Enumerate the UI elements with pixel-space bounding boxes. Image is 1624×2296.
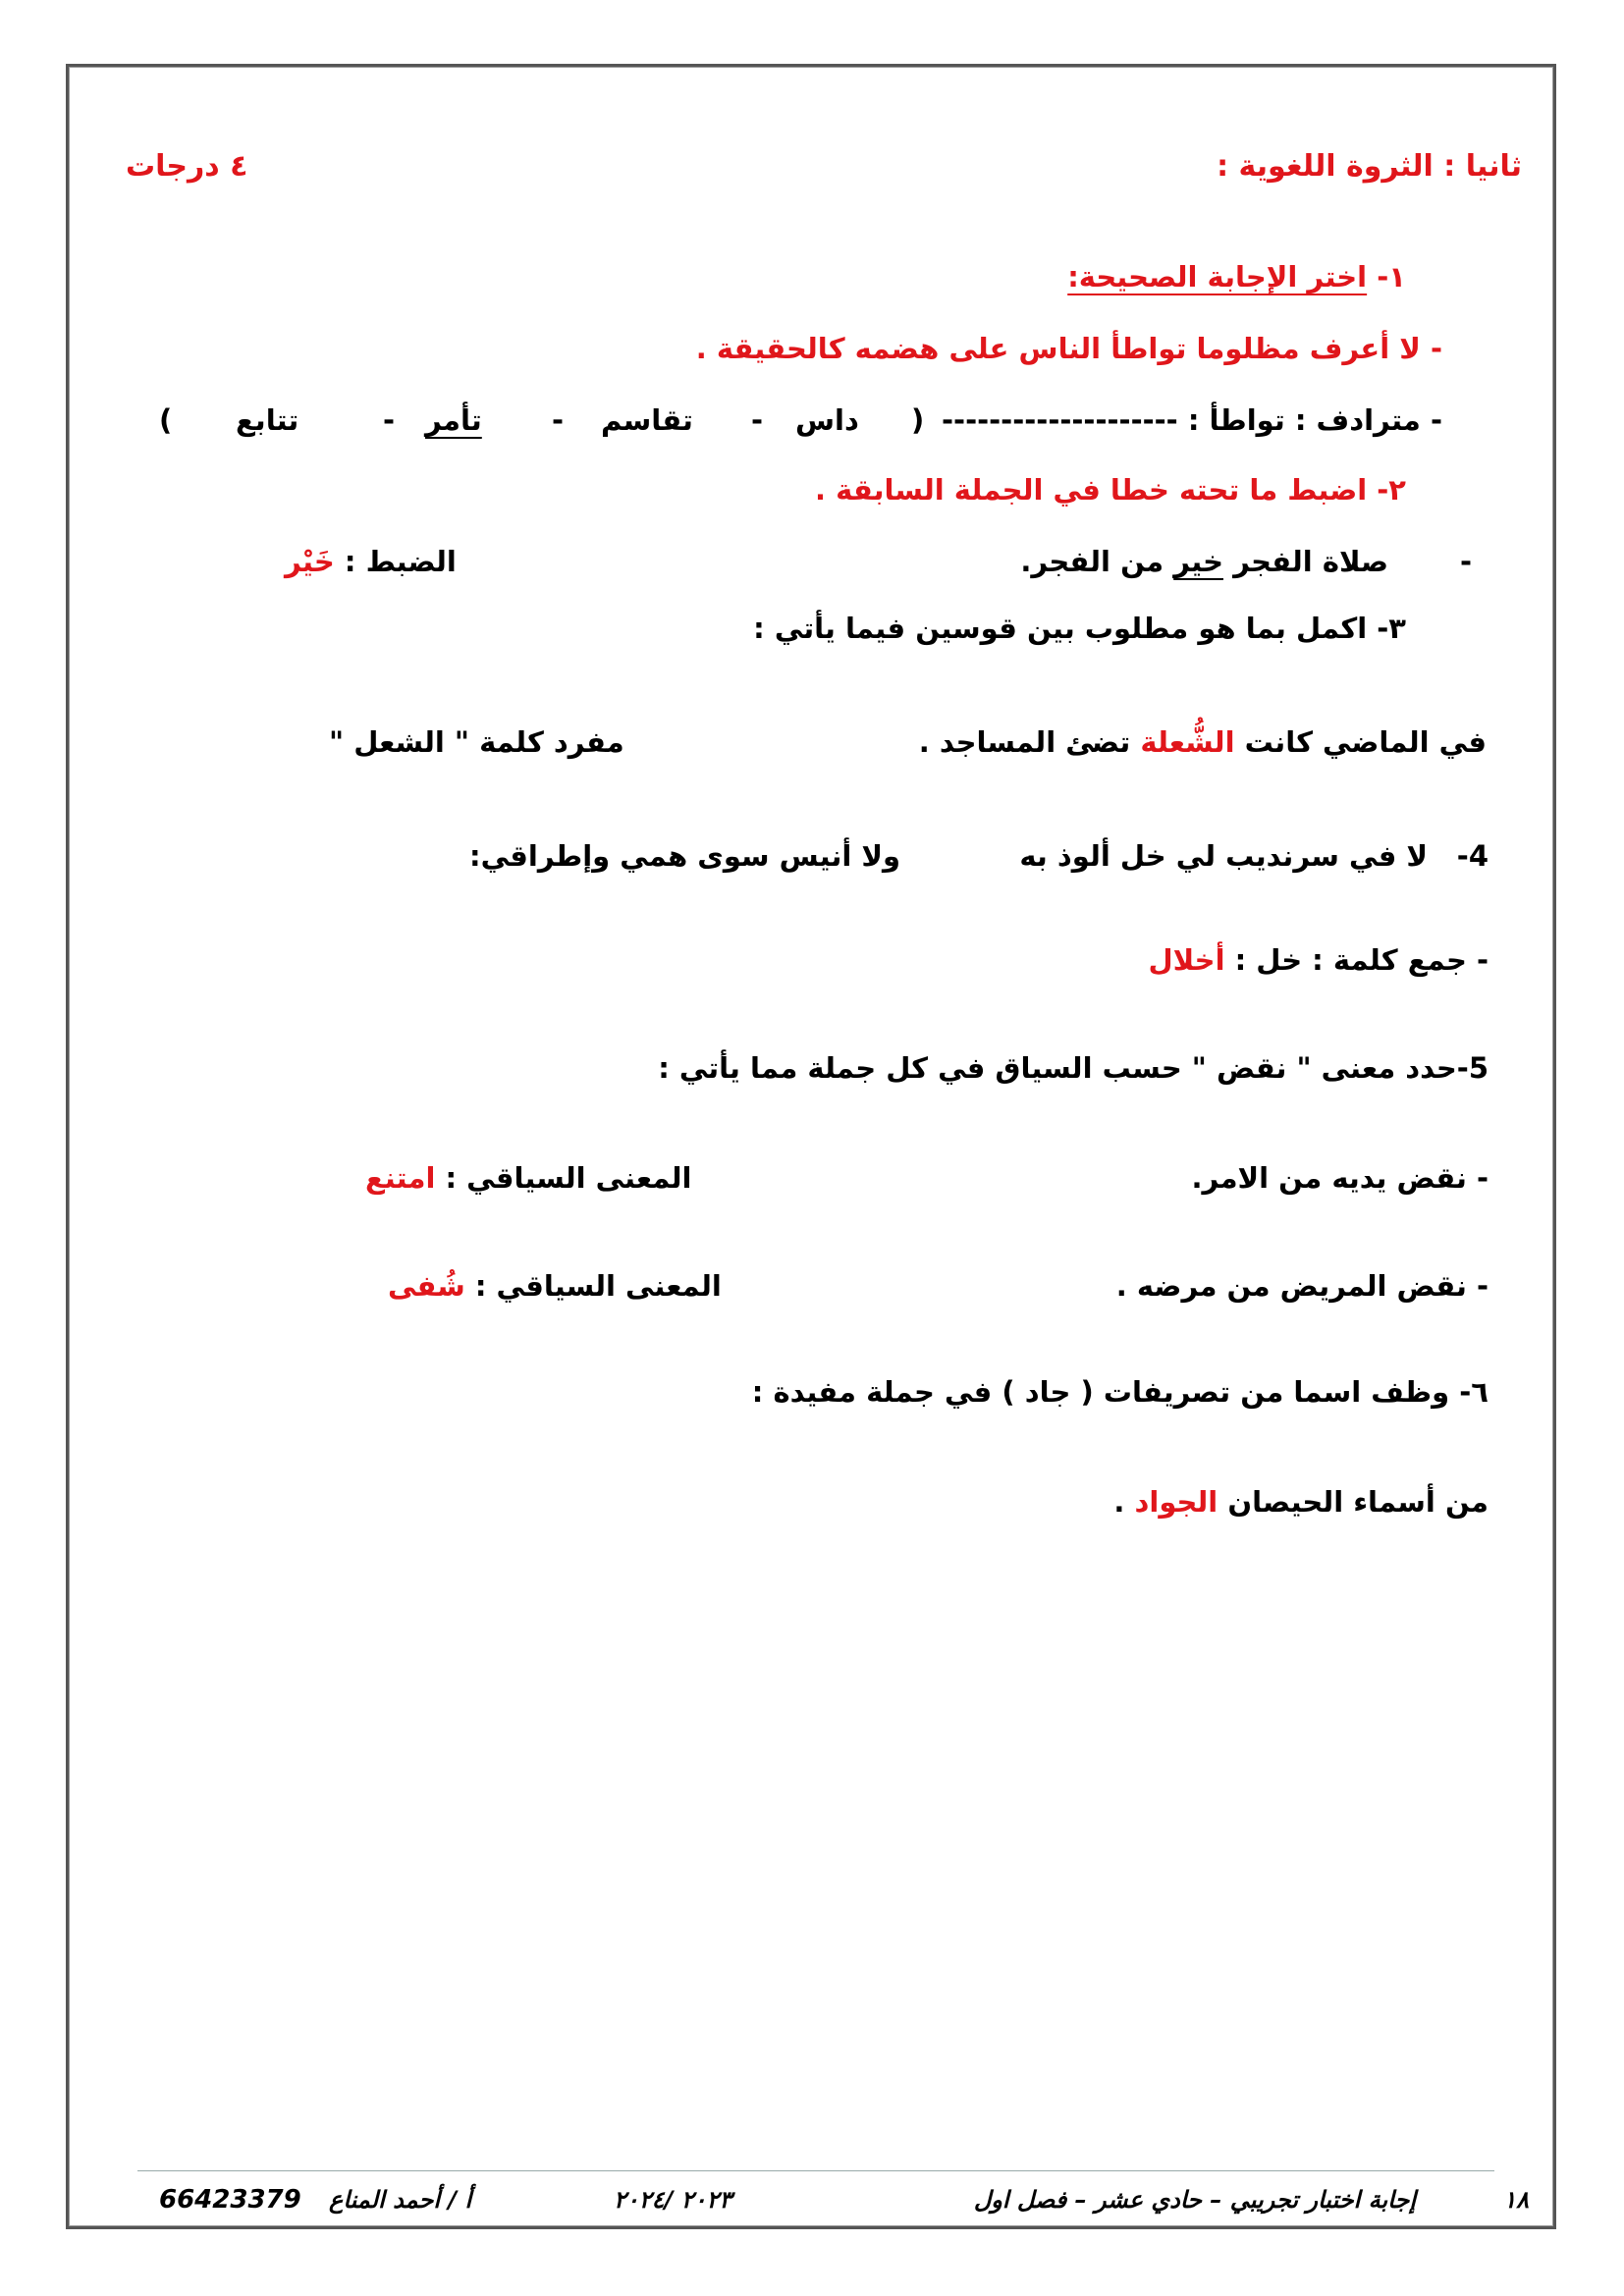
q4-verse-first: لا في سرنديب لي خل ألوذ به [1019,839,1428,873]
page-border [66,64,1556,2229]
footer-page-number: ١٨ [1503,2186,1529,2214]
q6-heading [752,1372,1489,1412]
q1-number: ١- [1377,260,1406,294]
section-title-text: ثانيا : الثروة اللغوية : [1217,149,1522,184]
q1-sep-1: - [751,403,764,437]
q1-open-paren: ( [911,403,925,437]
q1-option-1: داس [795,403,859,437]
q4-answer-value: أخلال [1148,943,1225,977]
q2-sentence: صلاة الفجر خير من الفجر. [1020,545,1388,578]
q1-heading-text: اختر الإجابة الصحيحة: [1067,260,1368,294]
q1-heading [1067,257,1406,296]
q2-heading-text: ٢- اضبط ما تحته خطا في الجملة السابقة . [815,473,1406,507]
q2-underlined-word: خير [1173,545,1223,578]
footer-year: ٢٠٢٣ /٢٠٢٤ [614,2186,732,2214]
q5-item-2-answer: شُفى [388,1269,465,1303]
q1-sentence-text: - لا أعرف مظلوما تواطأ الناس على هضمه كالحقيقة . [695,332,1442,365]
q1-option-4: تتابع [236,403,299,437]
q2-dash: - [1459,545,1472,578]
q2-heading [815,470,1406,509]
q6-heading-text: ٦- وظف اسما من تصريفات ( جاد ) في جملة مفيدة : [751,1375,1489,1409]
q3-heading-text: ٣- اكمل بما هو مطلوب بين قوسين فيما يأتي : [753,612,1406,645]
q3-request: مفرد كلمة " الشعل " [329,725,624,759]
q3-sentence: في الماضي كانت الشُّعلة تضئ المساجد . [918,725,1487,759]
q5-heading-text: 5-حدد معنى " نقض " حسب السياق في كل جملة مما يأتي : [658,1051,1489,1085]
q3-heading [753,609,1406,648]
q1-sep-3: - [383,403,396,437]
q1-sentence [696,329,1442,368]
q5-heading [658,1048,1489,1088]
q5-item-2-meaning: المعنى السياقي : شُفى [388,1269,722,1303]
q4-number: 4- [1456,839,1489,873]
q1-close-paren: ) [159,403,173,437]
q4-prompt: - جمع كلمة : خل : أخلال [1148,943,1489,977]
marks-text: ٤ درجات [126,149,248,184]
marks-label [126,147,247,187]
q1-sep-2: - [552,403,565,437]
footer-divider [137,2170,1494,2171]
footer-title: إجابة اختبار تجريبي – حادي عشر – فصل اول [973,2186,1416,2214]
q2-answer-value: خَيْر [285,545,335,578]
q3-highlight-word: الشُّعلة [1140,725,1235,759]
q6-answer: من أسماء الحيصان الجواد . [1113,1485,1489,1519]
q1-synonym-prompt-text: - مترادف : تواطأ : -------------------- [942,403,1442,437]
q1-option-3: تأمر [425,403,482,437]
footer-author: أ / أحمد المناع [329,2186,472,2214]
q6-answer-highlight: الجواد [1134,1485,1218,1519]
q5-item-2-sentence: - نقض المريض من مرضه . [1115,1269,1489,1303]
section-title [1217,147,1522,187]
q5-item-1-meaning: المعنى السياقي : امتنع [365,1161,692,1195]
q5-item-1-sentence: - نقض يديه من الامر. [1191,1161,1489,1195]
footer-phone: 66423379 [159,2185,301,2215]
q2-answer: الضبط : خَيْر [285,545,457,578]
q5-item-1-answer: امتنع [365,1161,436,1195]
q1-option-2: تقاسم [601,403,693,437]
q4-verse-second: ولا أنيس سوى همي وإطراقي: [469,839,901,873]
q1-synonym-prompt [942,400,1442,440]
